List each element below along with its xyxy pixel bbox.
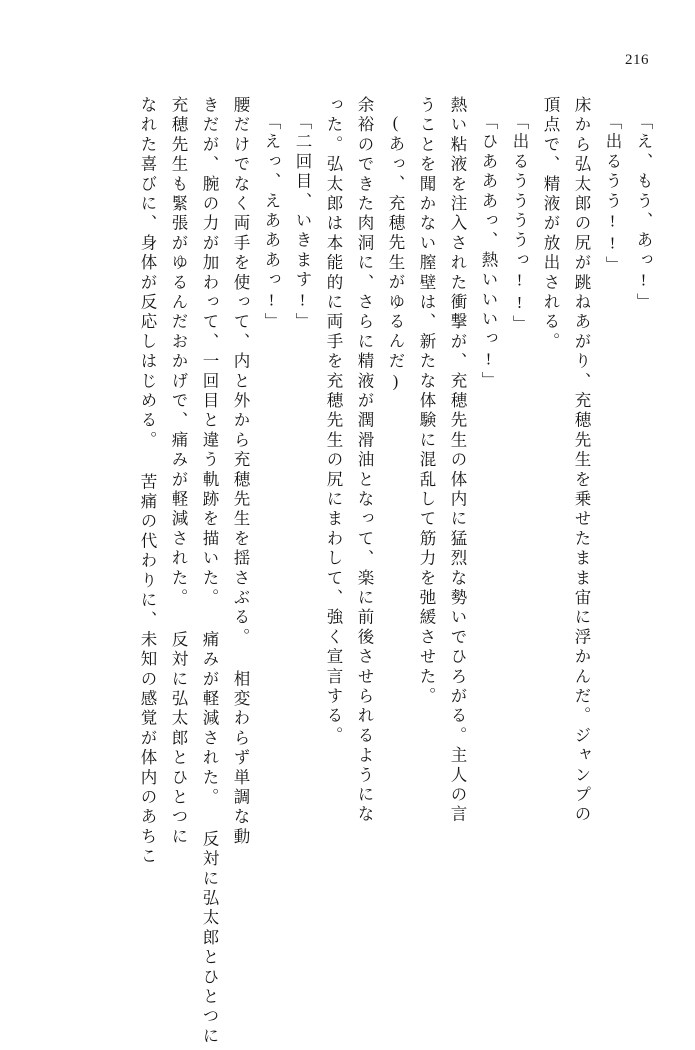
text-line: 「二回目、いきます!」 xyxy=(293,113,312,333)
text-line: 腰だけでなく両手を使って、内と外から充穂先生を揺さぶる。 相変わらず単調な動 xyxy=(231,96,250,848)
text-line: 「えっ、えあああっ!」 xyxy=(262,113,281,333)
page-text-body xyxy=(44,96,653,1047)
text-line: った。弘太郎は本能的に両手を充穂先生の尻にまわして、強く宣言する。 xyxy=(324,96,343,747)
text-line: 「え、もう、あっ!」 xyxy=(634,113,653,313)
text-line: 充穂先生も緊張がゆるんだおかげで、痛みが軽減された。 反対に弘太郎とひとつに xyxy=(169,96,188,848)
text-line: なれた喜びに、身体が反応しはじめる。 苦痛の代わりに、未知の感覚が体内のあちこ xyxy=(138,96,157,867)
text-line: きだが、腕の力が加わって、一回目と違う軌跡を描いた。 痛みが軽減された。 反対に弘太郎とひとつに xyxy=(200,96,219,1047)
text-line: 「出るううううっ!!」 xyxy=(510,113,529,335)
text-line: 床から弘太郎の尻が跳ねあがり、充穂先生を乗せたまま宙に浮かんだ。ジャンプの xyxy=(572,96,591,825)
text-line: (あっ、充穂先生がゆるんだ) xyxy=(386,113,405,394)
text-line: 頂点で、精液が放出される。 xyxy=(541,96,560,353)
page-number: 216 xyxy=(625,52,649,68)
text-line: うことを聞かない膣壁は、新たな体験に混乱して筋力を弛緩させた。 xyxy=(417,96,436,707)
text-line: 余裕のできた肉洞に、さらに精液が潤滑油となって、楽に前後させられるようにな xyxy=(355,96,374,825)
text-line: 「出るうう!!」 xyxy=(603,113,622,276)
text-line: 「ひあああっ、熱いいいっ!」 xyxy=(479,113,498,392)
text-line: 熱い粘液を注入された衝撃が、充穂先生の体内に猛烈な勢いでひろがる。主人の言 xyxy=(448,96,467,825)
